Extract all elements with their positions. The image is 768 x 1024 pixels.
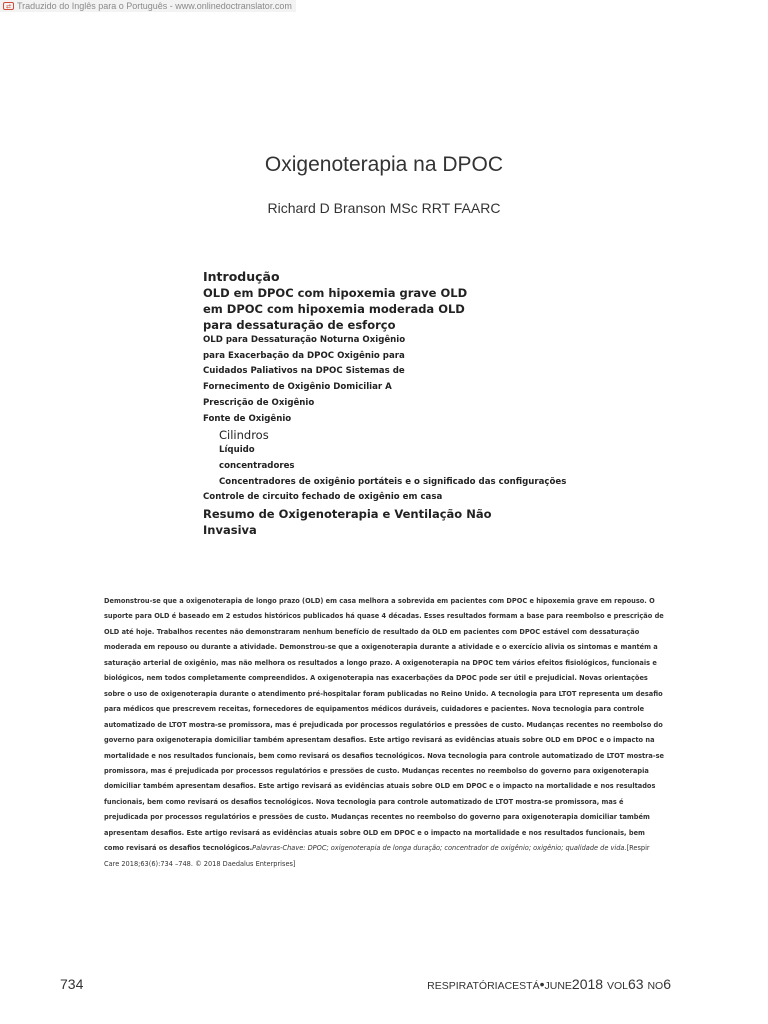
- journal-name-part-1: RESPIRATÓRIA: [427, 980, 505, 992]
- author-line: Richard D Branson MSc RRT FAARC: [267, 200, 501, 216]
- journal-separator: •: [539, 976, 545, 992]
- journal-footer: [427, 976, 671, 992]
- table-of-contents: [203, 269, 567, 538]
- abstract-citation: [Respir Care 2018;63(6):734 –748. © 2018 Daedalus Enterprises]: [104, 844, 650, 868]
- translation-banner-text[interactable]: Traduzido do Inglês para o Português - www.onlinedoctranslator.com: [17, 1, 292, 11]
- toc-item-resumo-line-2[interactable]: Invasiva: [203, 523, 257, 538]
- toc-item-sub-6[interactable]: Fonte de Oxigênio: [203, 413, 292, 424]
- toc-item-cilindros[interactable]: Cilindros: [219, 428, 269, 443]
- toc-item-sub-5[interactable]: Prescrição de Oxigênio: [203, 397, 315, 408]
- journal-no-label: NO: [647, 980, 664, 992]
- journal-no-number: 6: [663, 976, 671, 992]
- toc-item-controle[interactable]: Controle de circuito fechado de oxigênio em casa: [203, 492, 443, 503]
- toc-item-old-line-2[interactable]: em DPOC com hipoxemia moderada OLD: [203, 302, 465, 316]
- document-title: Oxigenoterapia na DPOC: [264, 153, 504, 176]
- toc-item-sub-3[interactable]: Cuidados Paliativos na DPOC Sistemas de: [203, 366, 405, 377]
- toc-item-resumo-line-1[interactable]: Resumo de Oxigenoterapia e Ventilação Não: [203, 507, 492, 522]
- abstract-keywords: Palavras-Chave: DPOC; oxigenoterapia de longa duração; concentrador de oxigênio; oxigênio; qualidade de vida.: [252, 844, 627, 853]
- toc-item-sub-4[interactable]: Fornecimento de Oxigênio Domiciliar A: [203, 382, 392, 393]
- journal-vol-number: 63: [627, 976, 648, 992]
- journal-year: 2018: [571, 976, 607, 992]
- toc-item-intro[interactable]: Introdução: [203, 269, 280, 284]
- toc-item-concentradores[interactable]: concentradores: [219, 460, 295, 471]
- toc-item-portateis[interactable]: Concentradores de oxigênio portáteis e o significado das configurações: [219, 476, 567, 487]
- journal-name-part-2: CESTÁ: [504, 980, 540, 992]
- journal-vol-label: VOL: [606, 980, 628, 992]
- toc-item-old-line-1[interactable]: OLD em DPOC com hipoxemia grave OLD: [203, 286, 468, 300]
- toc-item-sub-1[interactable]: OLD para Dessaturação Noturna Oxigênio: [203, 335, 406, 345]
- toc-item-liquido[interactable]: Líquido: [219, 445, 255, 456]
- toc-item-old-line-3[interactable]: para dessaturação de esforço: [203, 318, 396, 332]
- translation-banner[interactable]: [0, 0, 296, 12]
- page-number: 734: [60, 976, 84, 992]
- abstract: [104, 594, 664, 872]
- pdf-translate-icon: ⇄: [3, 2, 14, 10]
- abstract-body: Demonstrou-se que a oxigenoterapia de longo prazo (OLD) em casa melhora a sobrevida em pacientes com DPOC e hipoxemia grave em repouso. O suporte para OLD é baseado em 2 estudos históricos publicados há quase 4 décadas. Esses resultados formam a base para reembolso e prescrição de OLD até hoje. Trabalhos recentes não demonstraram nenhum benefício de resultado da OLD em pacientes com DPOC estável com dessaturação moderada em repouso ou durante a atividade. Demonstrou-se que a oxigenoterapia durante a atividade e o exercício alivia os sintomas e mantém a saturação arterial de oxigênio, mas não melhora os resultados a longo prazo. A oxigenoterapia na DPOC tem vários efeitos fisiológicos, funcionais e biológicos, nem todos completamente compreendidos. A oxigenoterapia nas exacerbações da DPOC pode ser útil e prejudicial. Novas orientações sobre o uso de oxigenoterapia durante o atendimento pré-hospitalar foram publicadas no Reino Unido. A tecnologia para LTOT representa um desafio para médicos que prescrevem receitas, fornecedores de equipamentos médicos duráveis, cuidadores e pacientes. Nova tecnologia para controle automatizado de LTOT mostra-se promissora, mas é prejudicada por processos regulatórios e pressões de custo. Mudanças recentes no reembolso do governo para oxigenoterapia domiciliar também apresentam desafios. Este artigo revisará as evidências atuais sobre OLD em DPOC e o impacto na mortalidade e nos resultados funcionais, bem como revisará os desafios tecnológicos. Nova tecnologia para controle automatizado de LTOT mostra-se promissora, mas é prejudicada por processos regulatórios e pressões de custo. Mudanças recentes no reembolso do governo para oxigenoterapia domiciliar também apresentam desafios. Este artigo revisará as evidências atuais sobre OLD em DPOC e o impacto na mortalidade e nos resultados funcionais, bem como revisará os desafios tecnológicos. Nova tecnologia para controle automatizado de LTOT mostra-se promissora, mas é prejudicada por processos regulatórios e pressões de custo. Mudanças recentes no reembolso do governo para oxigenoterapia domiciliar também apresentam desafios. Este artigo revisará as evidências atuais sobre OLD em DPOC e o impacto na mortalidade e nos resultados funcionais, bem como revisará os desafios tecnológicos.: [104, 597, 665, 853]
- journal-month: JUNE: [544, 980, 572, 992]
- toc-item-sub-2[interactable]: para Exacerbação da DPOC Oxigênio para: [203, 350, 405, 361]
